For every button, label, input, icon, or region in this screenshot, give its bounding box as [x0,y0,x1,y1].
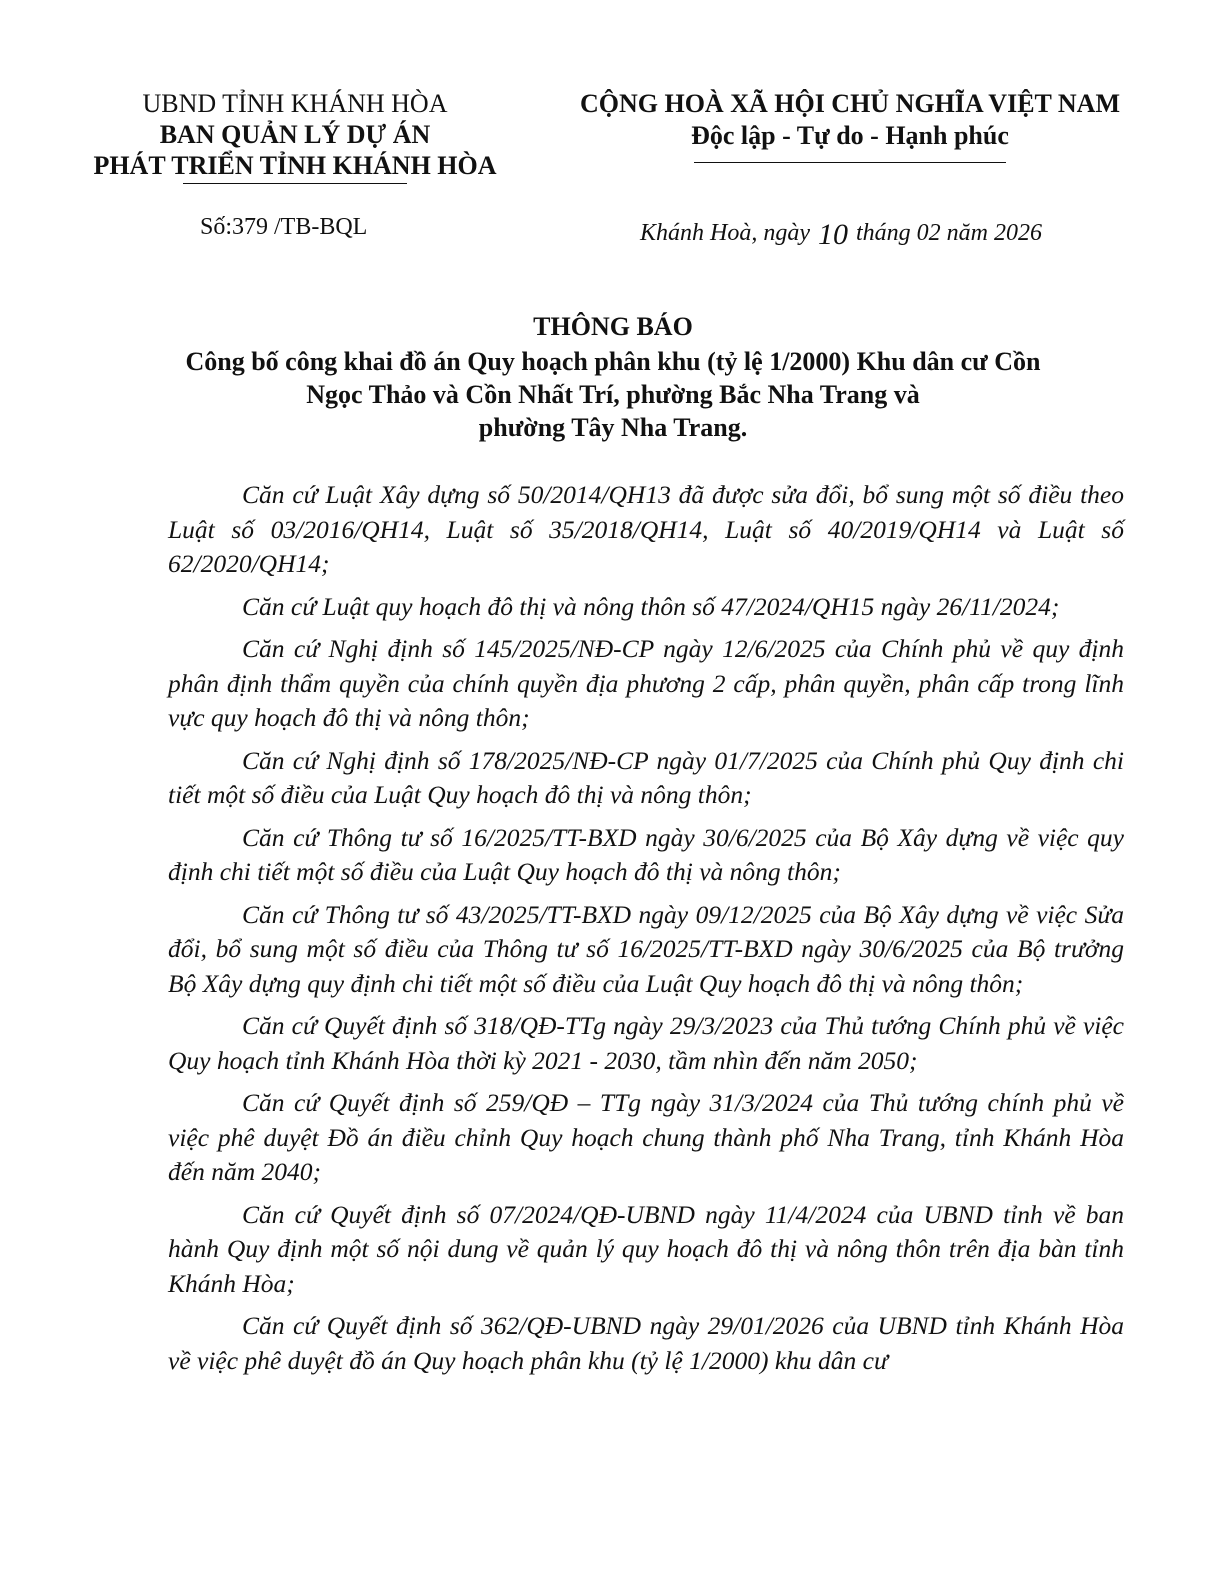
country-name: CỘNG HOÀ XÃ HỘI CHỦ NGHĨA VIỆT NAM [579,89,1121,118]
agency-name-line1: BAN QUẢN LÝ DỰ ÁN [159,120,431,149]
legal-basis-paragraph: Căn cứ Luật Xây dựng số 50/2014/QH13 đã được sửa đổi, bổ sung một số điều theo Luật số 03/2016/QH14, Luật số 35/2018/QH14, Luật số 40/2019/QH14 và Luật số 62/2020/QH14; [168,480,1124,578]
document-subtitle-line2: Ngọc Thảo và Cồn Nhất Trí, phường Bắc Nha Trang và [306,380,920,409]
document-subtitle-line3: phường Tây Nha Trang. [478,413,748,442]
agency-name-line2: PHÁT TRIỂN TỈNH KHÁNH HÒA [93,151,497,180]
legal-basis-paragraph: Căn cứ Quyết định số 259/QĐ – TTg ngày 31/3/2024 của Thủ tướng chính phủ về việc phê duyệt Đồ án điều chỉnh Quy hoạch chung thành phố Nha Trang, tỉnh Khánh Hòa đến năm 2040; [168,1088,1124,1186]
date-prefix: Khánh Hoà, ngày [640,220,810,246]
legal-basis-paragraph: Căn cứ Quyết định số 362/QĐ-UBND ngày 29/01/2026 của UBND tỉnh Khánh Hòa về việc phê duyệt đồ án Quy hoạch phân khu (tỷ lệ 1/2000) khu dân cư [168,1311,1124,1375]
legal-basis-paragraph: Căn cứ Nghị định số 145/2025/NĐ-CP ngày 12/6/2025 của Chính phủ về quy định phân định thẩm quyền của chính quyền địa phương 2 cấp, phân quyền, phân cấp trong lĩnh vực quy hoạch đô thị và nông thôn; [168,634,1124,732]
date-day: 10 [818,218,848,251]
national-motto: Độc lập - Tự do - Hạnh phúc [691,121,1009,150]
national-motto-block [560,88,1140,163]
issuing-agency-block [80,88,510,184]
legal-basis-paragraph: Căn cứ Luật quy hoạch đô thị và nông thôn số 47/2024/QH15 ngày 26/11/2024; [242,591,1060,621]
parent-agency-name: UBND TỈNH KHÁNH HÒA [142,89,448,118]
legal-basis-paragraph: Căn cứ Thông tư số 43/2025/TT-BXD ngày 09/12/2025 của Bộ Xây dựng về việc Sửa đổi, bổ sung một số điều của Thông tư số 16/2025/TT-BXD ngày 30/6/2025 của Bộ trưởng Bộ Xây dựng quy định chi tiết một số điều của Luật Quy hoạch đô thị và nông thôn; [168,899,1124,998]
document-date [640,214,1042,251]
legal-basis-paragraph: Căn cứ Quyết định số 318/QĐ-TTg ngày 29/3/2023 của Thủ tướng Chính phủ về việc Quy hoạch tỉnh Khánh Hòa thời kỳ 2021 - 2030, tầm nhìn đến năm 2050; [168,1011,1124,1075]
document-title: THÔNG BÁO [533,312,693,341]
motto-underline [694,162,1006,163]
agency-underline [183,183,407,184]
document-number: Số:379 /TB-BQL [200,214,368,240]
legal-basis-paragraph: Căn cứ Quyết định số 07/2024/QĐ-UBND ngày 11/4/2024 của UBND tỉnh về ban hành Quy định một số nội dung về quản lý quy hoạch đô thị và nông thôn trên địa bàn tỉnh Khánh Hòa; [168,1199,1124,1298]
legal-basis-paragraph: Căn cứ Thông tư số 16/2025/TT-BXD ngày 30/6/2025 của Bộ Xây dựng về việc quy định chi tiết một số điều của Luật Quy hoạch đô thị và nông thôn; [168,822,1124,886]
legal-basis-list [168,478,1124,1386]
legal-basis-paragraph: Căn cứ Nghị định số 178/2025/NĐ-CP ngày 01/7/2025 của Chính phủ Quy định chi tiết một số điều của Luật Quy hoạch đô thị và nông thôn; [168,745,1124,809]
date-suffix: tháng 02 năm 2026 [856,220,1042,246]
document-subtitle-line1: Công bố công khai đồ án Quy hoạch phân khu (tỷ lệ 1/2000) Khu dân cư Cồn [185,347,1041,376]
document-title-block [100,310,1126,444]
